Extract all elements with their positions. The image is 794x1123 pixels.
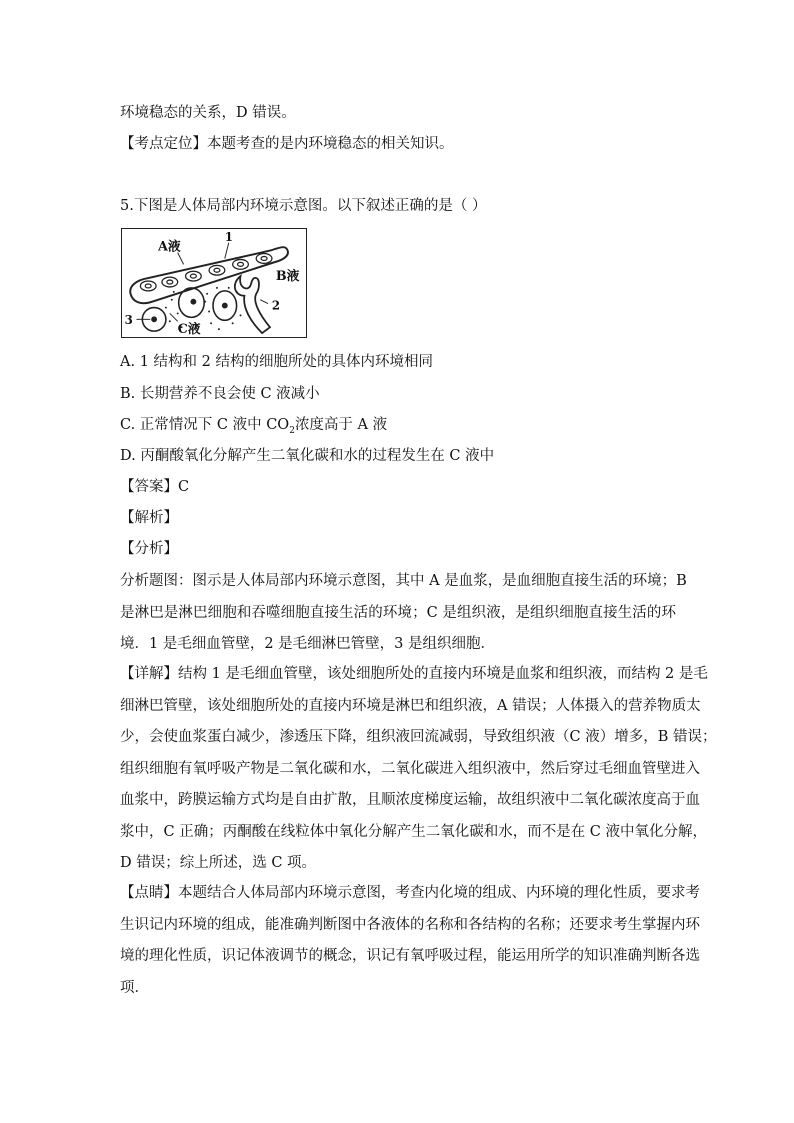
detail-line-1: 【详解】结构 1 是毛细血管壁，该处细胞所处的直接内环境是血浆和组织液，而结构 2 是毛	[120, 666, 708, 682]
label-c: C液	[177, 322, 201, 337]
label-b: B液	[275, 269, 300, 285]
option-b: B. 长期营养不良会使 C 液减小	[120, 386, 320, 402]
figure-svg	[122, 229, 306, 337]
option-c	[120, 415, 387, 441]
comment-line-1: 【点睛】本题结合人体局部内环境示意图，考查内化境的组成、内环境的理化性质，要求考	[120, 885, 700, 901]
analysis-paragraph	[120, 566, 687, 629]
option-c-text: C. 正常情况下 C 液中 CO	[120, 417, 290, 433]
inner-environment-figure	[121, 228, 307, 338]
label-a: A液	[158, 239, 181, 255]
detail-line-6: 浆中，C 正确；丙酮酸在线粒体中氧化分解产生二氧化碳和水，而不是在 C 液中氧化分解，	[120, 823, 708, 840]
option-c-text-tail: 浓度高于 A 液	[294, 417, 388, 433]
comment-line-3: 境的理化性质，识记体液调节的概念，识记有氧呼吸过程，能运用所学的知识准确判断各选	[120, 948, 700, 965]
detail-line-2: 细淋巴管壁，该处细胞所处的直接内环境是淋巴和组织液，A 错误；人体摄入的营养物质太	[120, 697, 701, 714]
lymph-capillary	[235, 276, 270, 333]
detail-paragraph	[120, 659, 717, 849]
text-line: 环境稳态的关系，D 错误。	[120, 105, 296, 121]
analysis-line-1: 分析题图：图示是人体局部内环境示意图，其中 A 是血浆，是血细胞直接生活的环境；B	[120, 573, 687, 589]
answer-line: 【答案】C	[120, 479, 190, 495]
fenxi-heading: 【分析】	[120, 541, 178, 557]
analysis-line-2: 是淋巴是淋巴细胞和吞噬细胞直接生活的环境；C 是组织液，是组织细胞直接生活的环	[120, 604, 676, 621]
capillary-wall	[130, 247, 288, 303]
jiexi-heading: 【解析】	[120, 510, 178, 526]
label-3: 3	[124, 313, 133, 328]
option-c-subscript: 2	[289, 425, 295, 436]
comment-line-4: 项．	[120, 980, 149, 996]
detail-line-3: 少，会使血浆蛋白减少，渗透压下降，组织液回流减弱，导致组织液（C 液）增多，B 错误；	[120, 729, 717, 746]
kaodian-line: 【考点定位】本题考查的是内环境稳态的相关知识。	[120, 136, 454, 152]
question-stem: 5.下图是人体局部内环境示意图。以下叙述正确的是（ ）	[120, 198, 487, 214]
label-1: 1	[224, 229, 233, 244]
option-a: A. 1 结构和 2 结构的细胞所处的具体内环境相同	[120, 354, 433, 370]
detail-line-5: 血浆中，跨膜运输方式均是自由扩散，且顺浓度梯度运输，故组织液中二氧化碳浓度高于血	[120, 792, 700, 809]
comment-line-2: 生识记内环境的组成，能准确判断图中各液体的名称和各结构的名称；还要求考生掌握内环	[120, 916, 700, 933]
detail-line-4: 组织细胞有氧呼吸产物是二氧化碳和水，二氧化碳进入组织液中，然后穿过毛细血管壁进入	[120, 760, 700, 777]
comment-paragraph	[120, 878, 700, 973]
analysis-line-3: 境．1 是毛细血管壁，2 是毛细淋巴管壁，3 是组织细胞．	[120, 636, 496, 652]
label-2: 2	[271, 298, 281, 313]
option-d: D. 丙酮酸氧化分解产生二氧化碳和水的过程发生在 C 液中	[120, 448, 495, 464]
detail-line-7: D 错误；综上所述，选 C 项。	[120, 855, 317, 871]
